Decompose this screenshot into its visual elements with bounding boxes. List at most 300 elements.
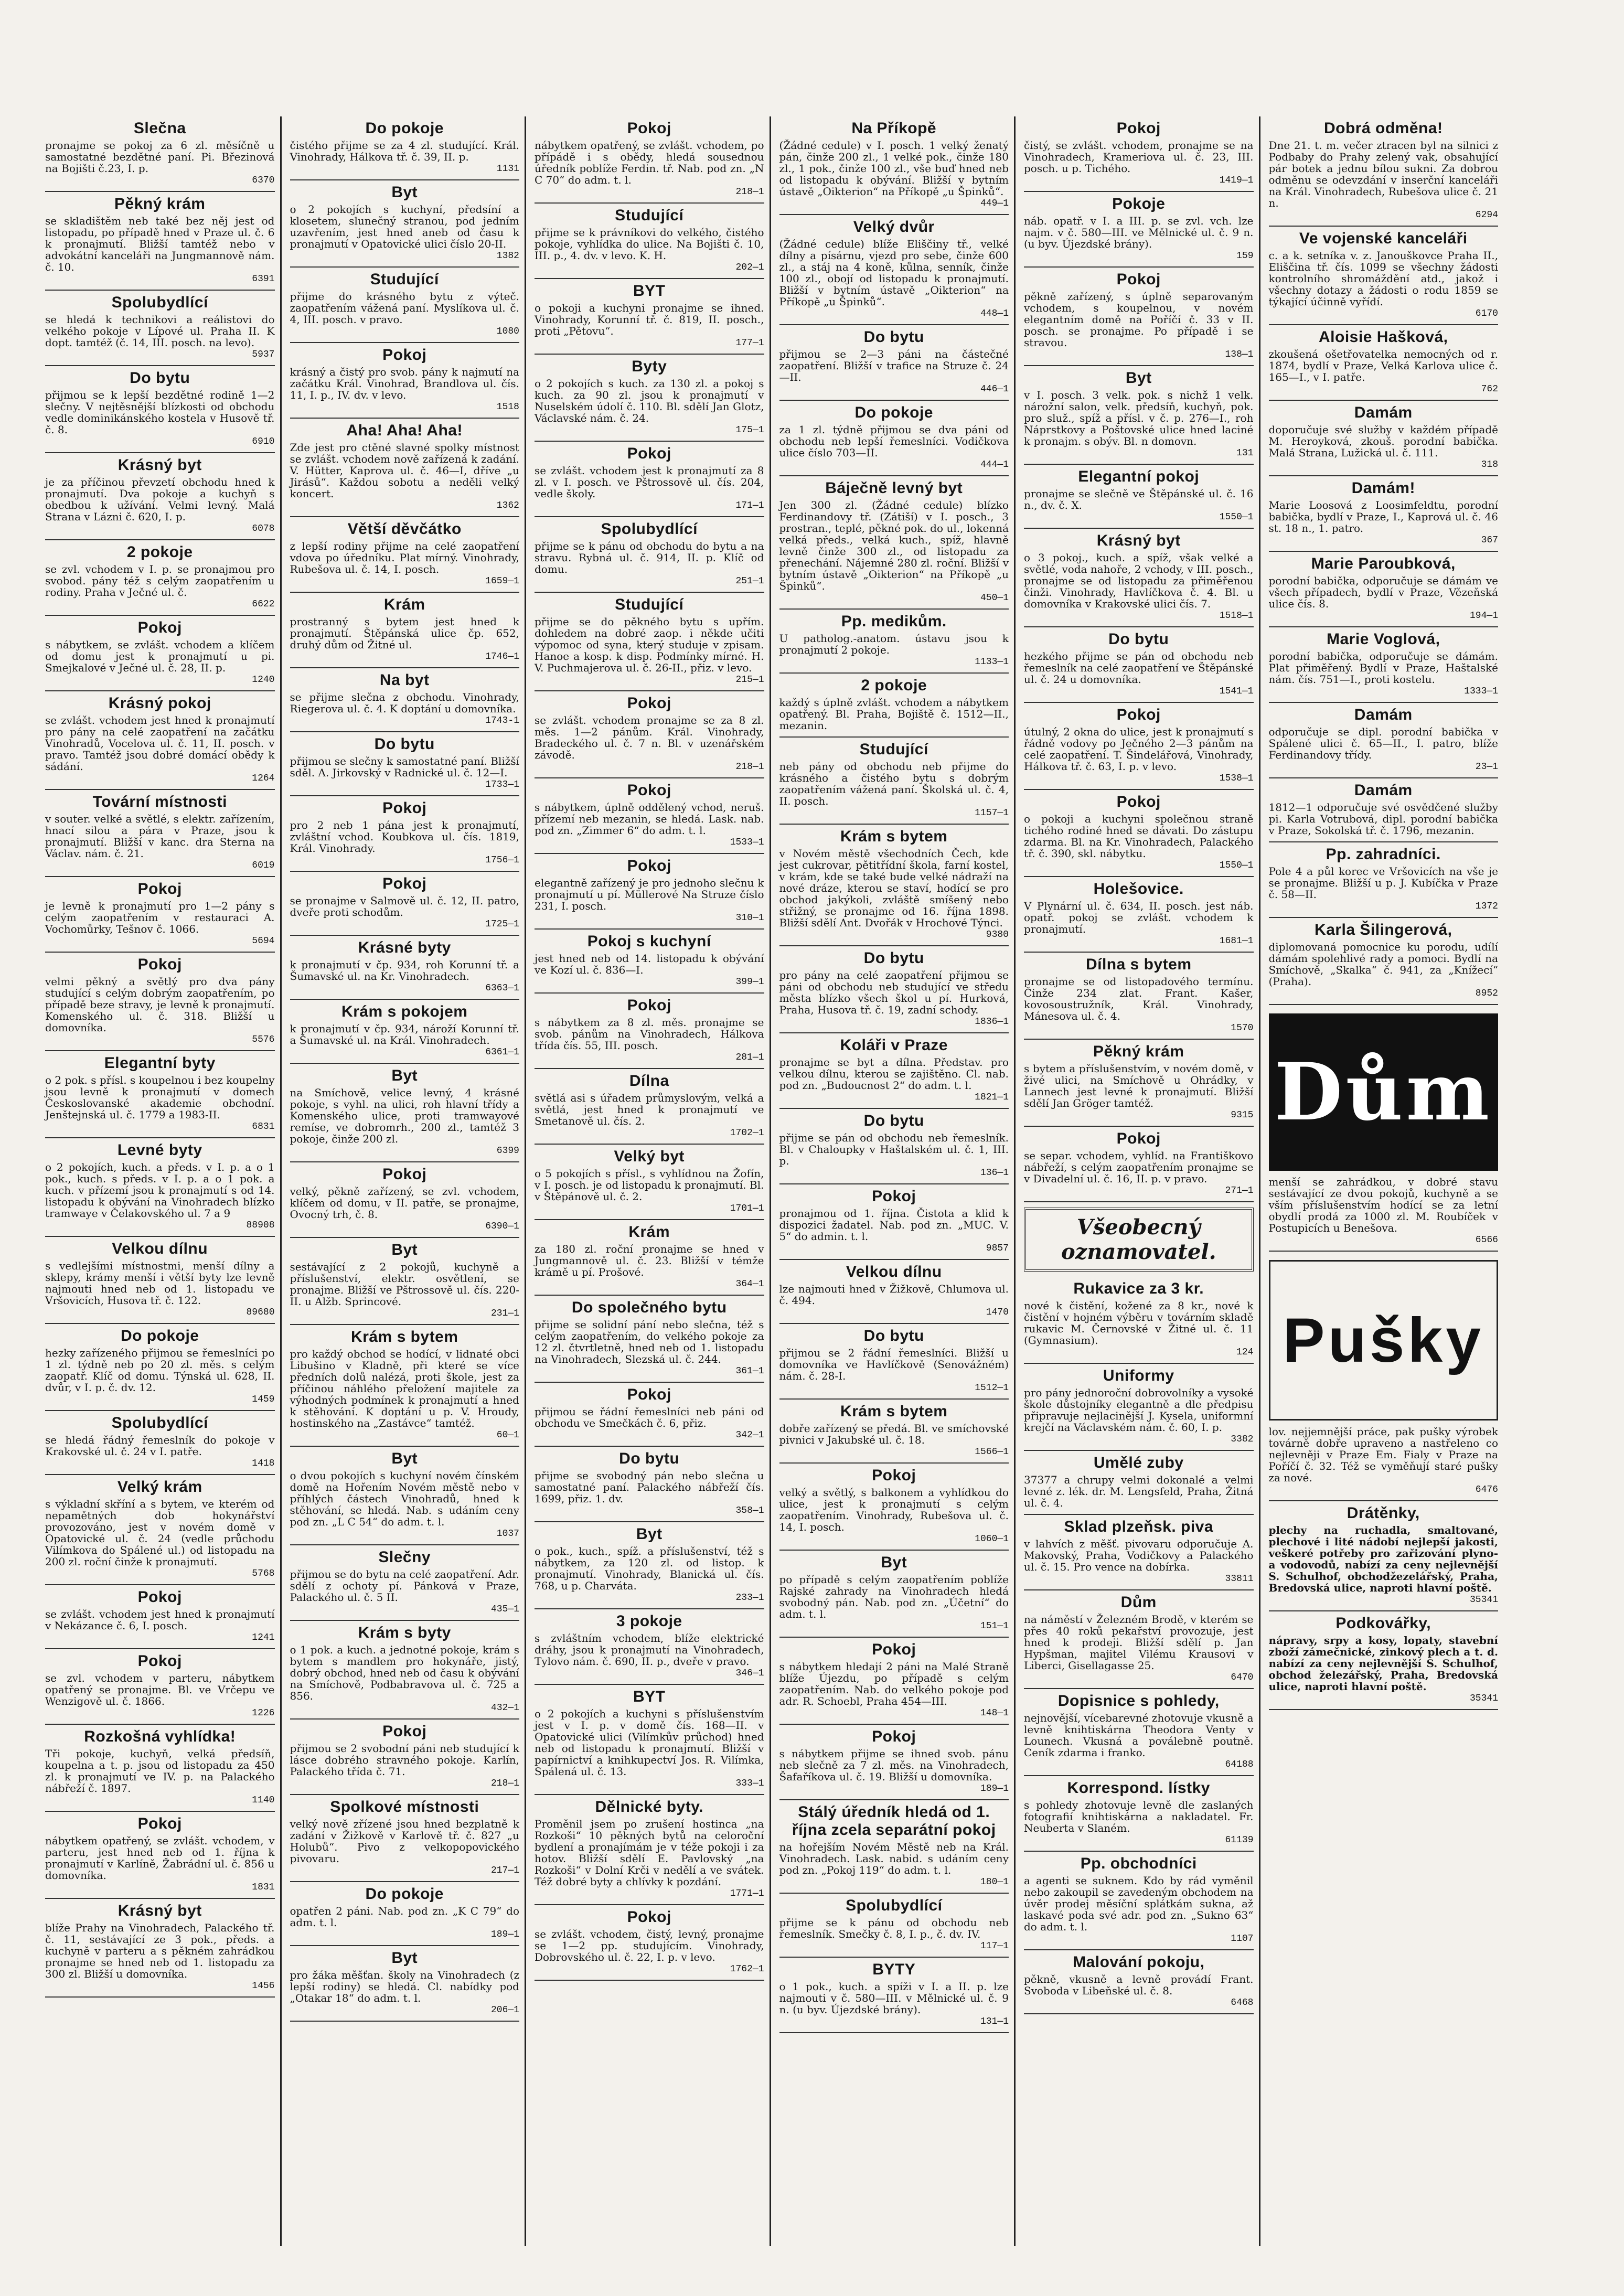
ad-body: sestávající z 2 pokojů, kuchyně a příslušenství, elektr. osvětlení, se pronajme. Bližší ve Pštrossově ul. čís. 220-II. u Alžb. Sprincové. xyxy=(290,1261,519,1308)
ad-number: 6476 xyxy=(1475,1485,1498,1495)
ad-body: se zvlášt. vchodem jest k pronajmutí za 8 zl. v I. posch. ve Pštrossově ul. čís. 204, vedle školy. xyxy=(535,464,764,500)
classified-ad xyxy=(779,1958,1009,2033)
classified-ad xyxy=(290,1720,520,1795)
ad-number: 281—1 xyxy=(735,1052,764,1063)
classified-ad xyxy=(45,877,275,953)
ad-body: se hledá k technikovi a reálistovi do velkého pokoje v Lípové ul. Praha II. K dopt. tamtéž (č. 14, III. posch. na levo). xyxy=(45,313,275,349)
ad-body: s bytem a příslušenstvím, v novém domě, v živé ulici, na Smíchově u Ohrádky, v Lannech jest levné k pronajmutí. Bližší sdělí Jan Gröger tamtéž. xyxy=(1024,1062,1254,1109)
classified-ad xyxy=(1269,1501,1499,1611)
ad-number: 6363—1 xyxy=(485,983,519,994)
ad-number: 1459 xyxy=(252,1394,275,1405)
ad-title: Krám xyxy=(383,596,425,613)
ad-body: o dvou pokojích s kuchyní novém čínském domě na Hořením Novém městě nebo v příhlých částech Vinohradů, hned k stěhování, se hledá. Nab. s udáním ceny pod zn. „L C 54“ do adm. t. l. xyxy=(290,1469,519,1528)
classified-ad xyxy=(1024,116,1254,192)
classified-ad xyxy=(779,1400,1009,1464)
ad-title: Pokoj xyxy=(137,1652,182,1670)
ad-body: přijmou se slečny k samostatné paní. Bližší sděl. A. Jirkovský v Radnické ul. č. 12—I. xyxy=(290,755,519,779)
ad-number: 89680 xyxy=(246,1307,275,1318)
classified-ad xyxy=(290,1447,520,1545)
ad-body: pěkně zařízený, s úplně separovaným vchodem, s koupelnou, v novém elegantním domě na Poříčí č. 33 v II. posch. se pronajme. Po případě i se stravou. xyxy=(1024,290,1254,349)
ad-number: 1241 xyxy=(252,1632,275,1643)
classified-ad xyxy=(1269,325,1499,401)
ad-body: jest hned neb od 14. listopadu k obývání ve Kozí ul. č. 836—I. xyxy=(535,952,764,976)
ad-number: 61139 xyxy=(1225,1835,1254,1845)
ad-number: 1533—1 xyxy=(730,837,764,848)
ad-body: neb pány od obchodu neb přijme do krásného a čistého bytu s dobrým zaopatřením vážená paní. Školská ul. č. 4, II. posch. xyxy=(779,760,1009,807)
ad-title: Pokoj xyxy=(137,619,182,636)
ad-title: Pěkný krám xyxy=(114,195,206,212)
ad-body: za 180 zl. roční pronajme se hned v Jungmannově ul. č. 23. Bližší v témže krámě u pí. Prošové. xyxy=(535,1243,764,1278)
ad-number: 1550—1 xyxy=(1219,512,1254,522)
classified-ad xyxy=(45,1585,275,1649)
ad-title: Damám xyxy=(1354,782,1413,799)
classified-ad xyxy=(45,953,275,1051)
ad-number: 1550—1 xyxy=(1219,860,1254,871)
ad-title: Byt xyxy=(391,1949,418,1967)
ad-number: 6170 xyxy=(1475,308,1498,319)
ad-title: Do pokoje xyxy=(365,1885,444,1903)
ad-title: Pokoj xyxy=(137,1588,182,1606)
ad-title: Do bytu xyxy=(863,1327,924,1344)
ad-title: Pokoj xyxy=(627,857,671,874)
classified-ad xyxy=(45,1649,275,1725)
classified-ad xyxy=(1024,465,1254,529)
classified-ad xyxy=(1269,1252,1499,1501)
ad-title: Na byt xyxy=(379,671,430,689)
ad-body: velký nově zřízené jsou hned bezplatně k zadání v Žižkově v Karlově tř. č. 827 „u Holubů“. Pivo z velkopopovického pivovaru. xyxy=(290,1818,519,1865)
ad-body: pronajme se pokoj za 6 zl. měsíčně u samostatné bezdětné paní. Pi. Březinová na Bojišti č.23, I. p. xyxy=(45,139,275,175)
classified-ad xyxy=(290,1882,520,1946)
ad-body: z lepší rodiny přijme na celé zaopatření vdova po úředníku. Plat mírný. Vinohrady, Rubešova ul. č. 14, I. posch. xyxy=(290,540,519,575)
ad-body: pronajme se slečně ve Štěpánské ul. č. 16 n., dv. č. X. xyxy=(1024,487,1254,511)
ad-title: Krásný pokoj xyxy=(108,695,211,712)
ad-number: 271—1 xyxy=(1225,1186,1254,1196)
ad-number: 1060—1 xyxy=(975,1534,1009,1544)
ad-body: blíže Prahy na Vinohradech, Palackého tř. č. 11, sestávající ze 3 pok., předs. a kuchyně v parteru a s pěkném zahrádkou pronajme se hned neb od 1. listopadu za 300 zl. Bližší u domovníka. xyxy=(45,1921,275,1980)
classified-ad xyxy=(45,1899,275,1998)
classified-ad xyxy=(45,1725,275,1812)
ad-body: zkoušená ošetřovatelka nemocných od r. 1874, bydlí v Praze, Velká Karlova ulice č. 165—I., v I. patře. xyxy=(1268,348,1498,383)
ad-body: dobře zařízený se předá. Bl. ve smíchovské pivnici v Jakubské ul. č. 18. xyxy=(779,1422,1009,1446)
ad-title: Krám xyxy=(628,1223,670,1241)
ad-body: porodní babička, odporučuje se dámám ve všech případech, bydlí v Praze, Vězeňská ulice čís. 8. xyxy=(1268,574,1498,610)
ad-body: Proměnil jsem po zrušení hostinca „na Rozkoši“ 10 pěkných bytů na celoroční bydlení a pronajímám je v téže pokoji i za hotov. Bližší sdělí E. Pavlovský „na Rozkoši“ v Dolní Krči v nedělí a ve svátek. Též dobré byty a chlívky k pozdání. xyxy=(535,1818,764,1888)
ad-body: je levně k pronajmutí pro 1—2 pány s celým zaopatřením v restauraci A. Vochomůrky, Tešnov č. 1066. xyxy=(45,900,275,935)
ad-number: 189—1 xyxy=(980,1784,1009,1794)
ad-number: 177—1 xyxy=(735,338,764,348)
ad-body: lov. nejjemnější práce, pak pušky výrobek továrně dobře upraveno a nastřeleno co nejlevněji v Praze Em. Fialy v Praze na Poříčí č. 32. Též se vyměňují staré pušky za nové. xyxy=(1268,1425,1498,1484)
ad-body: přijmou se řádní řemeslníci neb páni od obchodu ve Smečkách č. 6, přiz. xyxy=(535,1405,764,1429)
ad-number: 136—1 xyxy=(980,1168,1009,1178)
ad-number: 1382 xyxy=(496,251,519,261)
ad-body: 37377 a chrupy velmi dokonalé a velmi levné z. lék. dr. M. Lengsfeld, Praha, Žitná ul. č. 4. xyxy=(1024,1473,1254,1509)
classified-ad xyxy=(535,1609,764,1685)
ad-number: 1264 xyxy=(252,773,275,784)
ad-title: Tovární místnosti xyxy=(92,793,227,810)
classified-ad xyxy=(1024,703,1254,790)
ad-number: 206—1 xyxy=(490,2005,519,2015)
ad-number: 1080 xyxy=(496,326,519,337)
ad-body: přijmou se k lepší bezdětné rodině 1—2 slečny. V nejtěsnější blízkosti od obchodu vedle dominikánského kostela v Husově tř. č. 8. xyxy=(45,389,275,436)
ad-number: 189—1 xyxy=(490,1929,519,1940)
ad-body: menší se zahrádkou, v dobré stavu sestávající ze dvou pokojů, kuchyně a se vším příslušenstvím hodící se za letní obydlí prodá za 1000 zl. M. Roubíček v Postupicích u Benešova. xyxy=(1268,1176,1498,1234)
column-3 xyxy=(531,116,771,2246)
ad-title: Pokoj xyxy=(1116,120,1161,137)
ad-number: 449—1 xyxy=(980,198,1009,209)
classified-ad xyxy=(1024,192,1254,268)
ad-number: 1541—1 xyxy=(1219,686,1254,697)
ad-title: Pp. medikům. xyxy=(841,613,947,630)
ad-body: s zvláštním vchodem, blíže elektrické dráhy, jsou k pronajmutí na Vinohradech, Tylovo nám. č. 690, II. p., dveře v pravo. xyxy=(535,1632,764,1668)
classified-ad xyxy=(779,116,1009,215)
ad-number: 1831 xyxy=(252,1882,275,1893)
ad-number: 124 xyxy=(1236,1347,1254,1358)
classified-ad xyxy=(290,116,520,180)
ad-body: o pokoji a kuchyni pronajme se ihned. Vinohrady, Korunní tř. č. 819, II. posch., proti „Pětovu“. xyxy=(535,302,764,337)
ad-body: čistý, se zvlášt. vchodem, pronajme se na Vinohradech, Krameriova ul. č. 23, III. posch. u p. Tichého. xyxy=(1024,139,1254,175)
ad-body: pro pány na celé zaopatření přijmou se páni od obchodu neb studující ve středu města blízko všech škol u pí. Hurková, Praha, Husova tř. č. 19, zadní schody. xyxy=(779,969,1009,1016)
ad-body: krásný a čistý pro svob. pány k najmutí na začátku Král. Vinohrad, Brandlova ul. čís. 11, I. p., IV. dv. v levo. xyxy=(290,366,519,401)
classified-ad xyxy=(290,593,520,668)
ad-title: Do pokoje xyxy=(854,404,933,421)
ad-number: 1456 xyxy=(252,1981,275,1991)
ad-body: v I. posch. 3 velk. pok. s nichž 1 velk. nárožní salon, velk. předsíň, kuchyň, pok. pro služ., spíž a přísl. v č. p. 276—I., roh Náprstkovy a Poštovské ulice hned laciné k pronajm. s obýv. Bl. n domovn. xyxy=(1024,389,1254,447)
ad-title: Elegantní byty xyxy=(104,1054,216,1072)
ad-number: 180—1 xyxy=(980,1877,1009,1887)
ad-number: 1133—1 xyxy=(975,657,1009,667)
classified-ad xyxy=(779,738,1009,825)
ad-title: Pokoj xyxy=(1116,271,1161,288)
ad-title: Elegantní pokoj xyxy=(1078,468,1200,485)
ad-title: Byt xyxy=(636,1525,663,1543)
ad-number: 448—1 xyxy=(980,308,1009,319)
ad-title: BYTY xyxy=(872,1961,916,1978)
classified-ad xyxy=(290,872,520,936)
ad-title: Pěkný krám xyxy=(1093,1043,1184,1060)
classified-ad xyxy=(535,279,764,355)
column-1 xyxy=(42,116,282,2246)
ad-number: 1418 xyxy=(252,1458,275,1469)
classified-ad xyxy=(779,1894,1009,1958)
ad-title: Byt xyxy=(391,1450,418,1467)
classified-ad xyxy=(779,476,1009,610)
ad-title: Krásný byt xyxy=(117,1902,202,1919)
classified-ad xyxy=(535,116,764,204)
classified-ad xyxy=(290,180,520,268)
classified-ad xyxy=(45,116,275,192)
ad-body: s vedlejšími místnostmi, menší dílny a sklepy, krámy menší i větší byty lze levně najmouti hned neb od 1. listopadu ve Vršovicích, Husova tř. č. 122. xyxy=(45,1259,275,1307)
classified-ad xyxy=(290,1000,520,1064)
ad-title: BYT xyxy=(633,1688,666,1705)
ad-title: Holešovice. xyxy=(1093,880,1184,898)
ad-number: 5576 xyxy=(252,1034,275,1045)
classified-ad xyxy=(1024,1277,1254,1364)
ad-number: 1681—1 xyxy=(1219,936,1254,946)
ad-title: Pokoj xyxy=(627,1908,671,1926)
ad-title: Marie Voglová, xyxy=(1326,631,1440,648)
classified-ad xyxy=(45,291,275,366)
ad-number: 138—1 xyxy=(1225,349,1254,360)
classified-ad xyxy=(535,1069,764,1145)
ad-title: Pp. zahradníci. xyxy=(1326,846,1441,863)
ad-number: 218—1 xyxy=(735,762,764,772)
ad-body: každý s úplně zvlášt. vchodem a nábytkem opatřený. Bl. Praha, Bojiště č. 1512—II., mezanin. xyxy=(779,696,1009,732)
ad-body: v Novém městě všechodních Čech, kde jest cukrovar, pětitřídní škola, farní kostel, v krám, kde se také bude velké nádraží na nové dráze, kterou se staví, hodící se pro obchod jakýkoli, zvláště smíšený nebo střižný, se pronajme od 16. října 1898. Bližší sdělí Ant. Dvořák v Hrochové Týnci. xyxy=(779,847,1009,929)
classified-ad xyxy=(779,1638,1009,1725)
classified-ad xyxy=(45,691,275,790)
classified-ad xyxy=(779,401,1009,476)
ad-title: Pokoj xyxy=(627,1386,671,1403)
ad-number: 1701—1 xyxy=(730,1203,764,1214)
ad-title: Velký krám xyxy=(117,1478,202,1496)
ad-title: Pokoje xyxy=(1112,195,1166,212)
ad-title: Do bytu xyxy=(1108,631,1169,648)
ad-number: 215—1 xyxy=(735,675,764,685)
classified-ad xyxy=(1024,1689,1254,1776)
ad-number: 6468 xyxy=(1231,1998,1254,2008)
ad-title: Pokoj xyxy=(1116,1130,1161,1147)
ad-number: 333—1 xyxy=(735,1778,764,1789)
ad-title: Pokoj xyxy=(1116,706,1161,723)
ad-number: 1362 xyxy=(496,500,519,511)
classified-ad xyxy=(535,854,764,930)
classified-ad xyxy=(1024,790,1254,877)
ad-number: 194—1 xyxy=(1469,611,1498,621)
ad-title: Pokoj xyxy=(1116,793,1161,810)
ad-title: Malování pokoju, xyxy=(1073,1953,1205,1971)
ad-body: (Žádné cedule) blíže Eliščiny tř., velké dílny a písárnu, vjezd pro sebe, činže 600 zl., a stáj na 4 koně, kůlna, senník, činže 100 zl., obojí od listopadu k pronajmutí. Bližší v bytním ústavě „Oikterion“ na Příkopě „u Špinků“. xyxy=(779,238,1009,308)
ad-body: V Plynární ul. č. 634, II. posch. jest náb. opatř. pokoj se zvlášt. vchodem k pronajmutí. xyxy=(1024,900,1254,935)
classified-ad xyxy=(1269,703,1499,778)
ad-title: Podkovářky, xyxy=(1335,1615,1431,1632)
ad-title: Dělnické byty. xyxy=(595,1798,704,1816)
ad-title: Spolubydlící xyxy=(111,1414,208,1432)
ad-number: 251—1 xyxy=(735,576,764,586)
ad-number: 35341 xyxy=(1469,1595,1498,1605)
ad-body: Dne 21. t. m. večer ztracen byl na silnici z Podbaby do Prahy zelený vak, obsahující pár botek a jednu bílou sukni. Za dobrou odměnu se odevzdání v inserční kanceláři na Král. Vinohradech, Rubešova ulice č. 21 n. xyxy=(1268,139,1498,209)
ad-title: Na Příkopě xyxy=(851,120,937,137)
ad-number: 6078 xyxy=(252,524,275,534)
ad-number: 131 xyxy=(1236,448,1254,458)
ad-number: 399—1 xyxy=(735,977,764,987)
ad-number: 1743-1 xyxy=(485,716,519,726)
classified-ad xyxy=(290,517,520,593)
ad-title: Krásný byt xyxy=(117,456,202,474)
ad-title: 3 pokoje xyxy=(616,1612,682,1630)
ad-body: náb. opatř. v I. a III. p. se zvl. vch. lze najm. v č. 580—III. ve Mělnické ul. č. 9 n. (u byv. Újezdské brány). xyxy=(1024,215,1254,250)
classified-ad xyxy=(535,517,764,593)
ad-title: Krám s bytem xyxy=(351,1328,458,1345)
ad-title: Velkou dílnu xyxy=(846,1263,942,1280)
classified-ad xyxy=(535,691,764,778)
ad-body: přijme se pán od obchodu neb řemeslník. Bl. v Chaloupky v Haštalském ul. č. 1, III. p. xyxy=(779,1131,1009,1167)
ad-title: Pokoj xyxy=(872,1641,916,1658)
classified-ad xyxy=(535,1685,764,1795)
ad-title: Krásné byty xyxy=(358,939,451,956)
ad-number: 6622 xyxy=(252,599,275,610)
ad-body: o pok., kuch., spíž. a příslušenství, též s nábytkem, za 120 zl. od listop. k pronajmutí. Vinohrady, Blanická ul. čís. 768, u p. Charváta. xyxy=(535,1545,764,1592)
ad-body: a agenti se suknem. Kdo by rád vyměnil nebo zakoupil se zavedeným obchodem na úvěr prodej měsíční splátkám sukna, až laskavé poda své adr. pod zn. „Sukno 63“ do adm. t. l. xyxy=(1024,1874,1254,1933)
ad-number: 218—1 xyxy=(735,187,764,197)
ad-number: 60—1 xyxy=(496,1430,519,1440)
classified-ad xyxy=(779,1033,1009,1109)
ad-body: pronajmou od 1. října. Čistota a klid k dispozici žadatel. Nab. pod zn. „MUC. V. 5“ do admin. t. l. xyxy=(779,1207,1009,1243)
ad-number: 1771—1 xyxy=(730,1888,764,1899)
ad-title: Do bytu xyxy=(863,1112,924,1129)
ad-body: o 2 pok. s přísl. s koupelnou i bez koupelny jsou levně k pronajmutí v domech Českoslovanské akademie obchodní. Jenštejnská ul. č. 1779 a 1983-II. xyxy=(45,1074,275,1121)
classified-ad xyxy=(1024,1515,1254,1590)
classified-ad xyxy=(779,1184,1009,1260)
ad-number: 202—1 xyxy=(735,262,764,273)
ad-number: 1470 xyxy=(986,1307,1009,1318)
classified-ad xyxy=(290,1621,520,1720)
ad-number: 159 xyxy=(1236,251,1254,261)
ad-title: Pokoj xyxy=(382,799,427,817)
ad-title: Damám! xyxy=(1351,479,1415,497)
ad-body: porodní babička, odporučuje se dámám. Plat přiměřený. Bydlí v Praze, Haštalské nám. čís. 751—I., proti kostelu. xyxy=(1268,650,1498,686)
classified-ad xyxy=(1024,877,1254,953)
ad-title: Pokoj xyxy=(382,1723,427,1740)
ad-number: 151—1 xyxy=(980,1621,1009,1631)
ad-title: Damám xyxy=(1354,404,1413,421)
classified-ad xyxy=(535,1296,764,1383)
classified-ad xyxy=(290,1946,520,2022)
ad-title: Byt xyxy=(391,1241,418,1258)
ad-number: 117—1 xyxy=(980,1941,1009,1951)
ad-number: 218—1 xyxy=(490,1778,519,1789)
classified-ad xyxy=(45,1475,275,1585)
ad-title: Sklad plzeňsk. piva xyxy=(1064,1518,1214,1535)
ad-number: 1518—1 xyxy=(1219,611,1254,621)
classified-ad xyxy=(290,732,520,796)
ad-body: o 1 pok. a kuch. a jednotné pokoje, krám s bytem s mandlem pro hokynáře, jistý, dobrý obchod, hned neb od času k obývání na Smíchově, Podbabravova ul. č. 725 a 856. xyxy=(290,1643,519,1702)
ad-body: je za příčinou převzetí obchodu hned k pronajmutí. Dva pokoje a kuchyň s obedbou k užívání. Velmi levný. Malá Strana v Lázni č. 620, I. p. xyxy=(45,476,275,523)
ad-body: 1812—1 odporučuje své osvědčené služby pi. Karla Votrubová, dipl. porodní babička v Praze, Sokolská tř. č. 1796, mezanin. xyxy=(1268,801,1498,837)
ad-number: 1037 xyxy=(496,1529,519,1539)
ad-number: 1746—1 xyxy=(485,652,519,662)
ad-body: se zvl. vchodem v parteru, nábytkem opatřený se pronajme. Bl. ve Vrčepu ve Wenzigově ul. č. 1866. xyxy=(45,1672,275,1707)
ad-body: za 1 zl. týdně přijmou se dva páni od obchodu neb lepší řemeslníci. Vodičkova ulice číslo 703—II. xyxy=(779,423,1009,459)
ad-number: 1836—1 xyxy=(975,1017,1009,1027)
ad-body: Pole 4 a půl korec ve Vršovicích na vše je se pronajme. Bližší u p. J. Kubíčka v Praze č. 58—II. xyxy=(1268,865,1498,901)
classified-ad xyxy=(290,343,520,419)
ad-title: Pokoj s kuchyní xyxy=(587,933,711,950)
classified-ad xyxy=(1269,842,1499,918)
ad-title: Velký byt xyxy=(614,1148,685,1165)
ad-title: Rukavice za 3 kr. xyxy=(1073,1280,1204,1297)
ad-body: nábytkem opatřený, se zvlášt. vchodem, v parteru, jest hned neb od 1. října k pronajmutí v Karlíně, Žabrádní ul. č. 856 u domovníka. xyxy=(45,1834,275,1882)
ad-number: 5694 xyxy=(252,936,275,946)
ad-body: pěkně, vkusně a levně provádí Frant. Svoboda v Libeňské ul. č. 8. xyxy=(1024,1973,1254,1997)
ad-title: Velkou dílnu xyxy=(112,1240,208,1257)
ad-number: 6391 xyxy=(252,274,275,284)
ad-number: 231—1 xyxy=(490,1308,519,1319)
ad-number: 5768 xyxy=(252,1568,275,1579)
ad-body: po případě s celým zaopatřením poblíže Rajské zahrady na Vinohradech hledá svobodný pán. Nab. pod zn. „Účetní“ do adm. t. l. xyxy=(779,1573,1009,1620)
ad-number: 1419—1 xyxy=(1219,175,1254,186)
column-2 xyxy=(287,116,527,2246)
ad-title: BYT xyxy=(633,282,666,300)
ad-body: na hořejším Novém Městě neb na Král. Vinohradech. Lask. nabid. s udáním ceny pod zn. „Pokoj 119“ do adm. t. l. xyxy=(779,1841,1009,1876)
ad-body: o 5 pokojích s přísl., s vyhlídnou na Žofín, v I. posch. je od listopadu k pronajmutí. Bl. v Štěpánově ul. č. 2. xyxy=(535,1167,764,1203)
ad-body: o 2 pokojích a kuchyni s příslušenstvím jest v I. p. v domě čís. 168—II. v Opatovické ulici (Vilímkův průchod) hned neb od listopadu k pronajmutí. Bližší v papírnictví a knihkupectví Jos. R. Vilímka, Spálená ul. č. 13. xyxy=(535,1707,764,1778)
ad-body: o 2 pokojích s kuchyní, předsíní a klosetem, slunečný stranou, pod jedním uzavřením, jest hned aneb od času k pronajmutí v Opatovické ulici číslo 20-II. xyxy=(290,203,519,250)
ad-number: 446—1 xyxy=(980,384,1009,394)
ad-title: Studující xyxy=(370,271,439,288)
ad-body: s pohledy zhotovuje levně dle zaslaných fotografií knihtiskárna a nakladatel. Fr. Neuberta v Slaném. xyxy=(1024,1799,1254,1834)
classified-ad xyxy=(1024,529,1254,627)
classified-ad xyxy=(779,1725,1009,1800)
ad-number: 6019 xyxy=(252,860,275,871)
ad-number: 1518 xyxy=(496,402,519,412)
classified-ad xyxy=(535,1220,764,1296)
ad-body: doporučuje své služby v každém případě M. Heroyková, zkouš. porodní babička. Malá Strana, Lužická ul. č. 111. xyxy=(1268,423,1498,459)
classified-ad xyxy=(779,610,1009,674)
classified-ad xyxy=(1269,401,1499,476)
ad-body: s nábytkem, se zvlášt. vchodem a klíčem od domu jest k pronajmutí u pi. Smejkalové v Ječné ul. č. 28, II. p. xyxy=(45,638,275,674)
classified-ad xyxy=(1024,627,1254,703)
classified-ad xyxy=(535,1145,764,1220)
classified-ad xyxy=(1024,1950,1254,2014)
classified-ad xyxy=(779,1464,1009,1551)
classified-ad xyxy=(535,1447,764,1522)
ad-number: 23—1 xyxy=(1475,762,1498,772)
ad-title: Spolubydlící xyxy=(111,294,208,311)
classified-ad xyxy=(290,1064,520,1162)
ad-body: velmi pěkný a světlý pro dva pány studující s celým dobrým zaopatřením, po případě beze stravy, je levně k pronajmutí. Komenského ul. č. 318. Bližší u domovníka. xyxy=(45,975,275,1034)
classified-ad xyxy=(1269,476,1499,552)
ad-title: Spolkové místnosti xyxy=(330,1798,479,1816)
ad-number: 1725—1 xyxy=(485,919,519,930)
ad-body: s výkladní skříní a s bytem, ve kterém od nepamětných dob hokynářství provozováno, jest v novém domě v Opatovické ul. č. 24 (vedle průchodu Vilímkova do Spálené ul.) od listopadu na 200 zl. roční činže k pronajmutí. xyxy=(45,1498,275,1568)
ad-number: 1140 xyxy=(252,1795,275,1806)
ad-body: se zvlášt. vchodem jest hned k pronajmutí v Nekázance č. 6, I. posch. xyxy=(45,1608,275,1632)
classified-ad xyxy=(779,1800,1009,1894)
ad-number: 310—1 xyxy=(735,913,764,923)
classified-ad xyxy=(535,930,764,994)
ad-title: Slečna xyxy=(133,120,186,137)
ad-body: opatřen 2 páni. Nab. pod zn. „K C 79“ do adm. t. l. xyxy=(290,1905,519,1929)
ad-title: Krásný byt xyxy=(1096,532,1181,549)
ad-title: Pokoj xyxy=(382,346,427,364)
ad-body: přijme se svobodný pán nebo slečna u samostatné paní. Palackého nábřeží čís. 1699, přiz. 1. dv. xyxy=(535,1469,764,1505)
ad-body: o 3 pokoj., kuch. a spíž, však velké a světlé, voda nahoře, 2 vchody, v III. posch., pronajme se od listopadu za přiměřenou činži. Vinohrady, Havlíčkova č. 4. Bl. u domovníka v Krakovské ulici čís. 7. xyxy=(1024,551,1254,610)
ad-number: 1570 xyxy=(1231,1023,1254,1033)
classified-ad xyxy=(779,1109,1009,1184)
ad-body: k pronajmutí v čp. 934, roh Korunní tř. a Šumavské ul. na Kr. Vinohradech. xyxy=(290,958,519,983)
classified-ad xyxy=(1024,1852,1254,1950)
ad-title: Dům xyxy=(1120,1594,1157,1611)
ad-body: s nábytkem za 8 zl. měs. pronajme se svob. pánům na Vinohradech, Hálkova třída čís. 55, III. posch. xyxy=(535,1016,764,1052)
ad-title: Krám s bytem xyxy=(840,828,948,845)
ad-number: 6910 xyxy=(252,436,275,447)
ad-body: na náměstí v Železném Brodě, v kterém se přes 40 roků pekařství provozuje, jest hned k prodeji. Bližší sdělí p. Jan Hypšman, majitel Vilému Krausovi v Liberci, Gisellagasse 25. xyxy=(1024,1613,1254,1672)
column-4 xyxy=(776,116,1016,2246)
classified-ad xyxy=(45,1812,275,1899)
ad-body: nápravy, srpy a kosy, lopaty, stavební zboží zámečnické, zinkový plech a t. d. nabízí za ceny nejlevnější S. Schulhof, obchod železářský, Praha, Bredovská ulice, naproti hlavní poště. xyxy=(1268,1634,1498,1693)
ad-title: Do bytu xyxy=(374,735,435,753)
ad-body: hezkého přijme se pán od obchodu neb řemeslník na celé zaopatření ve Štěpánské ul. č. 24 u domovníka. xyxy=(1024,650,1254,686)
ad-number: 1240 xyxy=(252,675,275,685)
ad-body: pro každý obchod se hodící, v lidnaté obci Libušino v Kladně, při které se více předních dolů nalézá, proti škole, jest za příčinou náhlého přeložení majitele za výhodných podmínek k pronajmutí a hned k stěhování. K doptání u p. V. Hroudy, hostinského na „Zastávce“ tamtéž. xyxy=(290,1348,519,1429)
ad-body: přijmou se do bytu na celé zaopatření. Adr. sdělí z ochoty pí. Pánková v Praze, Palackého ul. č. 5 II. xyxy=(290,1568,519,1604)
classifieds-page xyxy=(42,116,1503,2246)
ad-body: elegantně zařízený je pro jednoho slečnu k pronajmutí u pí. Müllerové Na Struze číslo 231, I. posch. xyxy=(535,877,764,912)
ad-title: Studující xyxy=(615,596,684,613)
classified-ad xyxy=(290,419,520,517)
ad-title: Krám s byty xyxy=(358,1624,451,1641)
ad-number: 33811 xyxy=(1225,1574,1254,1584)
